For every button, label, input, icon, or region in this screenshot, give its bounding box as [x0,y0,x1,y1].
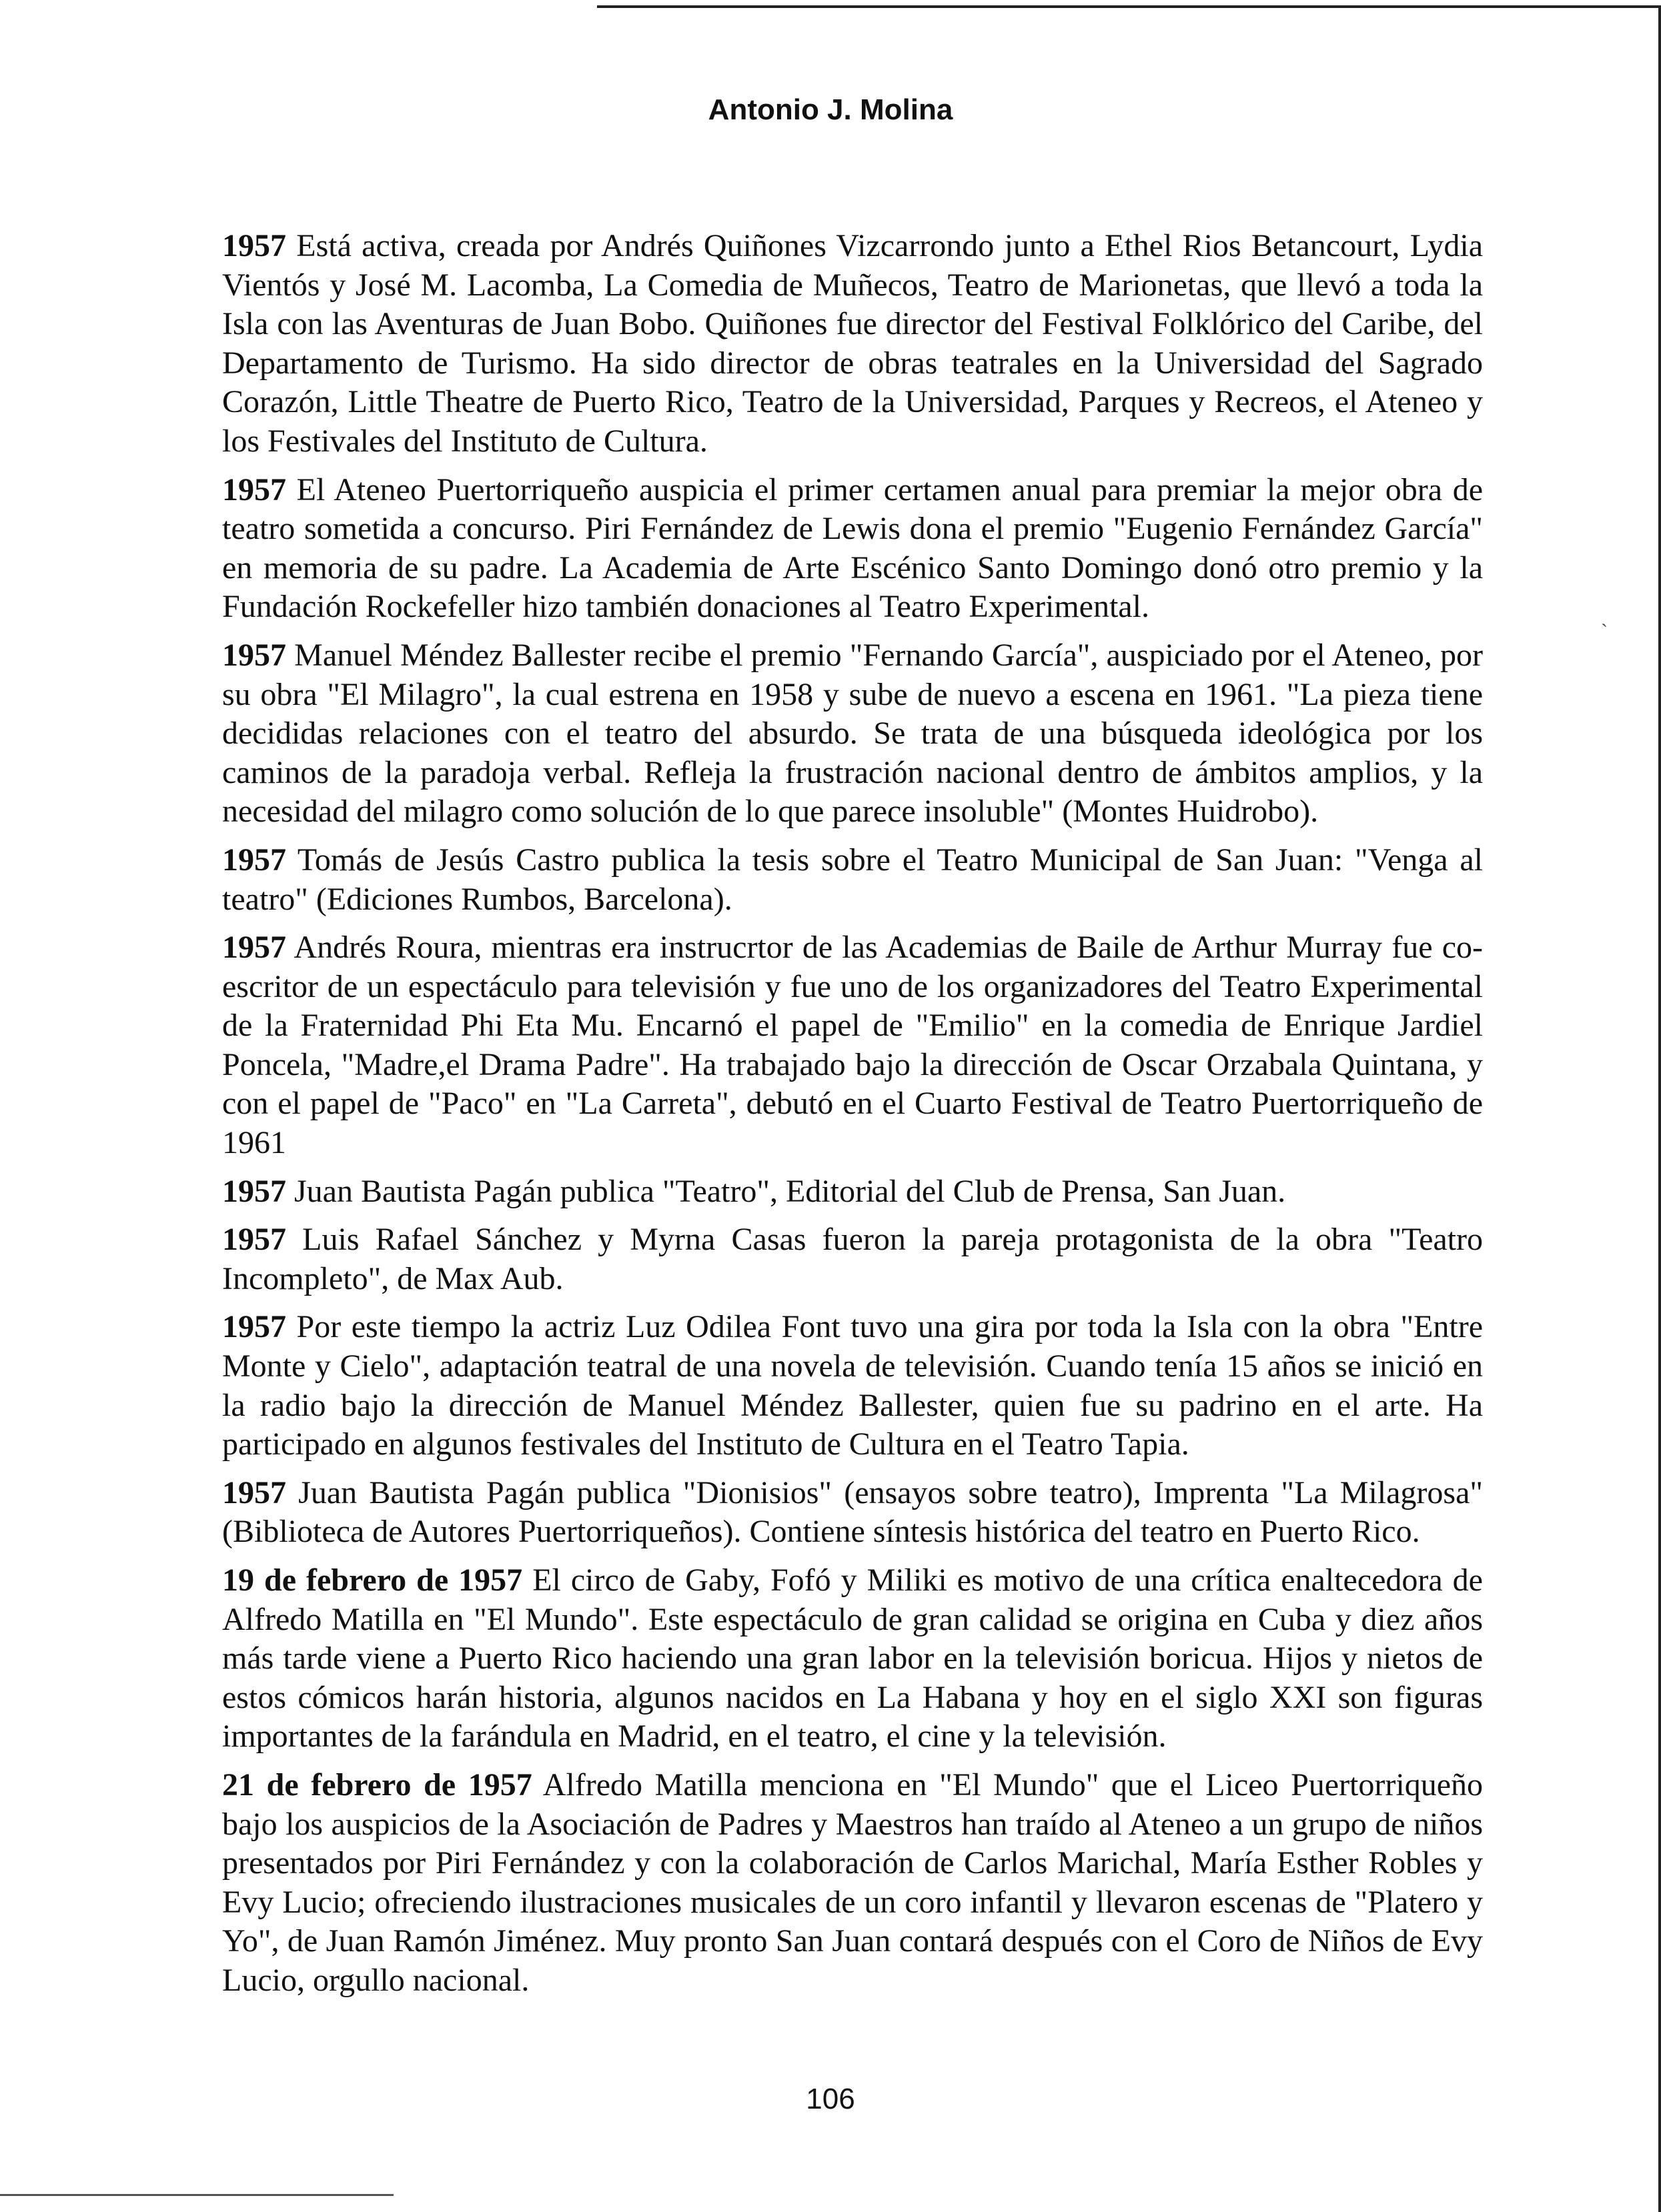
chronology-entry [222,928,1483,1163]
chronology-entry [222,1766,1483,2001]
chronology-entry [222,1561,1483,1757]
entry-date: 21 de febrero de 1957 [222,1767,532,1803]
chronology-entry [222,471,1483,627]
entry-date: 1957 [222,228,286,263]
chronology-entry [222,227,1483,461]
entry-date: 1957 [222,930,286,966]
chronology-entry [222,1172,1483,1212]
margin-mark: ˋ [1601,620,1608,642]
entry-text: Está activa, creada por Andrés Quiñones Vizcarrondo junto a Ethel Rios Betancourt, Lydia Vientós y José M. Lacomba, La Comedia de Muñecos, Teatro de Marionetas, que llevó a toda la Isla con las Aventuras de Juan Bobo. Quiñones fue director del Festival Folklórico del Caribe, del Departamento de Turismo. Ha sido director de obras teatrales en la Universidad del Sagrado Corazón, Little Theatre de Puerto Rico, Teatro de la Universidad, Parques y Recreos, el Ateneo y los Festivales del Instituto de Cultura. [222,228,1483,459]
chronology-entry [222,841,1483,919]
running-header: Antonio J. Molina [708,93,953,126]
chronology-entry [222,1308,1483,1464]
top-border-line [597,5,1661,8]
entry-date: 19 de febrero de 1957 [222,1562,523,1598]
entry-date: 1957 [222,1474,286,1510]
chronology-entry [222,1474,1483,1552]
chronology-entry [222,636,1483,832]
entry-text: Andrés Roura, mientras era instrucrtor de las Academias de Baile de Arthur Murray fue co-escritor de un espectáculo para televisión y fue uno de los organizadores del Teatro Experimental de la Fraternidad Phi Eta Mu. Encarnó el papel de "Emilio" en la comedia de Enrique Jardiel Poncela, "Madre,el Drama Padre". Ha trabajado bajo la dirección de Oscar Orzabala Quintana, y con el papel de "Paco" en "La Carreta", debutó en el Cuarto Festival de Teatro Puertorriqueño de 1961 [222,930,1483,1161]
page-number: 106 [806,2083,855,2115]
entry-date: 1957 [222,637,286,673]
page-body [222,227,1483,2010]
entry-text: El circo de Gaby, Fofó y Miliki es motivo de una crítica enaltecedora de Alfredo Matilla en "El Mundo". Este espectáculo de gran calidad se origina en Cuba y diez años más tarde viene a Puerto Rico haciendo una gran labor en la televisión boricua. Hijos y nietos de estos cómicos harán historia, algunos nacidos en La Habana y hoy en el siglo XXI son figuras importantes de la farándula en Madrid, en el teatro, el cine y la televisión. [222,1562,1483,1755]
entry-text: Alfredo Matilla menciona en "El Mundo" que el Liceo Puertorriqueño bajo los auspicios de la Asociación de Padres y Maestros han traído al Ateneo a un grupo de niños presentados por Piri Fernández y con la colaboración de Carlos Marichal, María Esther Robles y Evy Lucio; ofreciendo ilustraciones musicales de un coro infantil y llevaron escenas de "Platero y Yo", de Juan Ramón Jiménez. Muy pronto San Juan contará después con el Coro de Niños de Evy Lucio, orgullo nacional. [222,1767,1484,1998]
entry-text: Por este tiempo la actriz Luz Odilea Font tuvo una gira por toda la Isla con la obra "Entre Monte y Cielo", adaptación teatral de una novela de televisión. Cuando tenía 15 años se inició en la radio bajo la dirección de Manuel Méndez Ballester, quien fue su padrino en el arte. Ha participado en algunos festivales del Instituto de Cultura en el Teatro Tapia. [222,1309,1483,1462]
entry-date: 1957 [222,471,286,507]
chronology-entry [222,1220,1483,1298]
entry-date: 1957 [222,1173,286,1209]
entry-text: Juan Bautista Pagán publica "Teatro", Editorial del Club de Prensa, San Juan. [286,1173,1286,1209]
entry-date: 1957 [222,1222,286,1258]
right-border-line [1658,5,1661,2212]
entry-text: Manuel Méndez Ballester recibe el premio "Fernando García", auspiciado por el Ateneo, por su obra "El Milagro", la cual estrena en 1958 y sube de nuevo a escena en 1961. "La pieza tiene decididas relaciones con el teatro del absurdo. Se trata de una búsqueda ideológica por los caminos de la paradoja verbal. Refleja la frustración nacional dentro de ámbitos amplios, y la necesidad del milagro como solución de lo que parece insoluble" (Montes Huidrobo). [222,637,1483,830]
bottom-border-line [0,2194,394,2196]
entry-text: El Ateneo Puertorriqueño auspicia el primer certamen anual para premiar la mejor obra de teatro sometida a concurso. Piri Fernández de Lewis dona el premio "Eugenio Fernández García" en memoria de su padre. La Academia de Arte Escénico Santo Domingo donó otro premio y la Fundación Rockefeller hizo también donaciones al Teatro Experimental. [222,471,1483,625]
entry-date: 1957 [222,1309,286,1345]
entry-date: 1957 [222,842,286,878]
entry-text: Luis Rafael Sánchez y Myrna Casas fueron la pareja protagonista de la obra "Teatro Incompleto", de Max Aub. [222,1222,1483,1296]
entry-text: Tomás de Jesús Castro publica la tesis sobre el Teatro Municipal de San Juan: "Venga al teatro" (Ediciones Rumbos, Barcelona). [222,842,1483,917]
entry-text: Juan Bautista Pagán publica "Dionisios" (ensayos sobre teatro), Imprenta "La Milagrosa" (Biblioteca de Autores Puertorriqueños). Contiene síntesis histórica del teatro en Puerto Rico. [222,1474,1483,1550]
